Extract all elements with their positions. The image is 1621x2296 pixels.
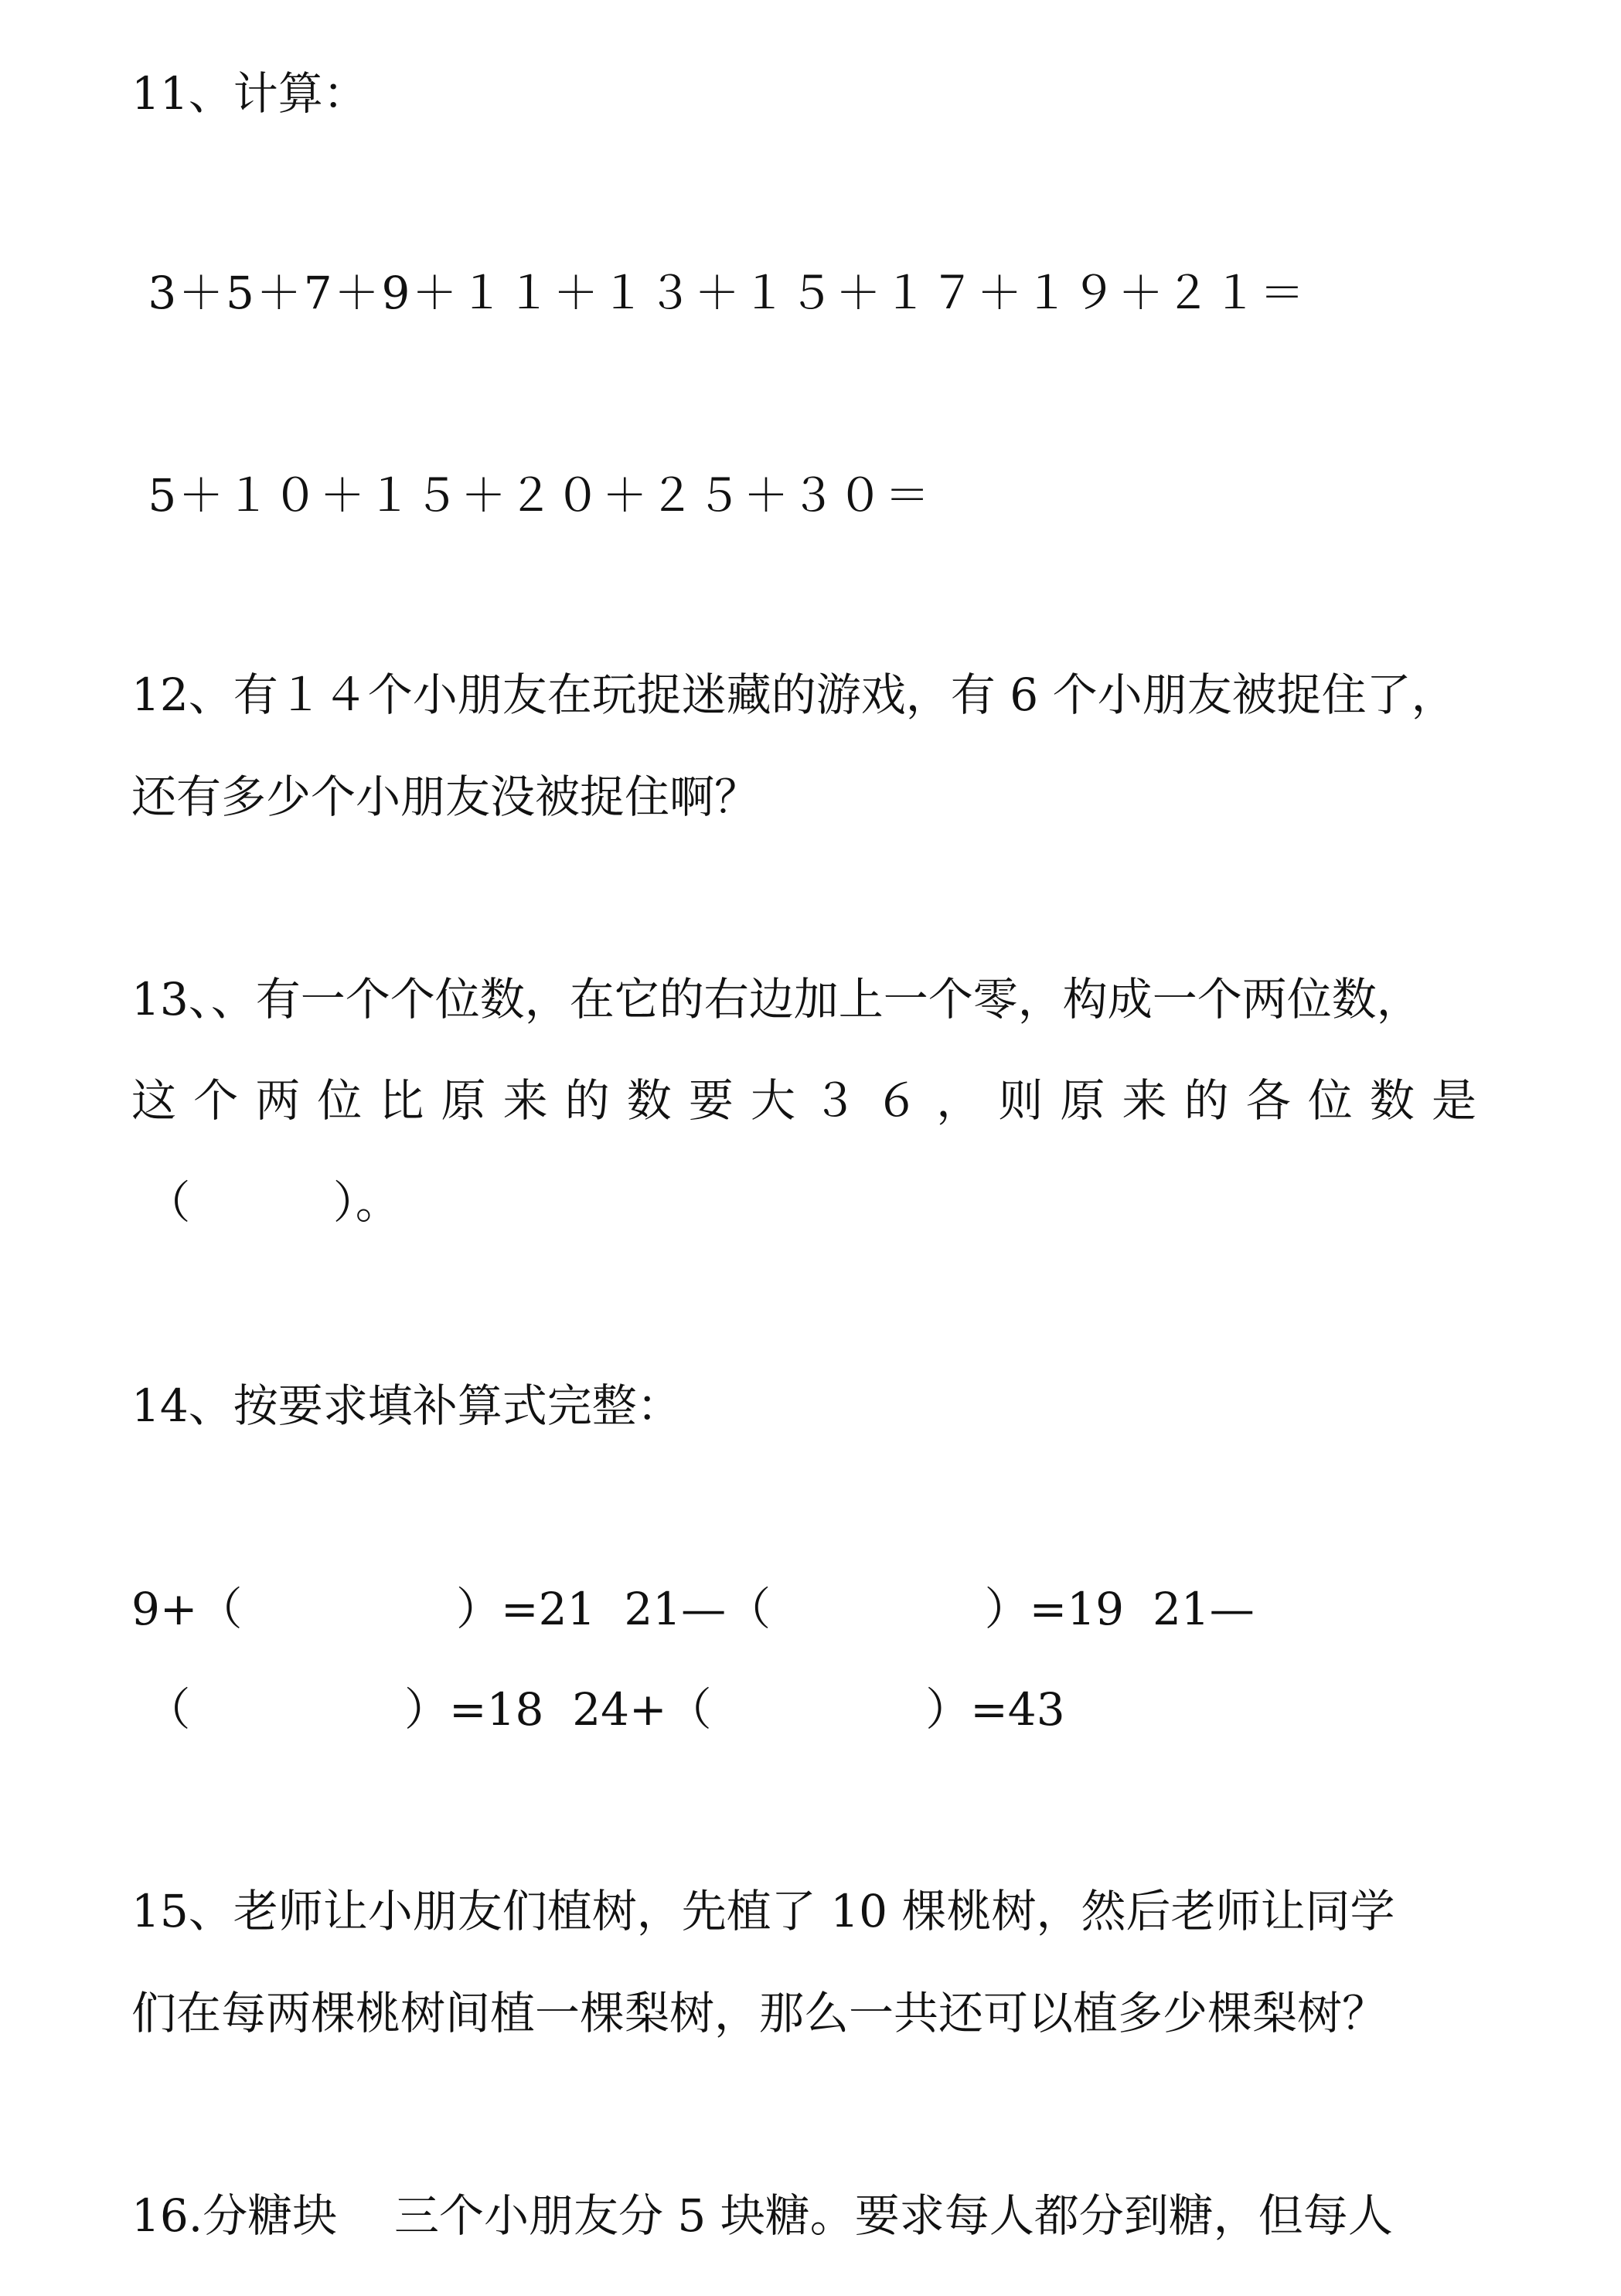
q12-line-2: 还有多少个小朋友没被捉住啊？ bbox=[131, 770, 760, 823]
q13-char: 数 bbox=[626, 1074, 672, 1127]
q13-char: ， bbox=[936, 1074, 982, 1127]
q13-char: 位 bbox=[1307, 1074, 1353, 1127]
q12-line-1: 12、有１４个小朋友在玩捉迷藏的游戏，有 6 个小朋友被捉住了， bbox=[131, 668, 1456, 721]
q13-char: ３ bbox=[812, 1074, 858, 1127]
q14-title: 14、按要求填补算式完整： bbox=[131, 1379, 682, 1432]
q13-char: 两 bbox=[255, 1074, 301, 1127]
q13-char: 原 bbox=[1060, 1074, 1105, 1127]
q13-char: ６ bbox=[874, 1074, 920, 1127]
q13-char: 来 bbox=[1122, 1074, 1167, 1127]
q16-line-1: 16.分糖块 三个小朋友分 5 块糖。要求每人都分到糖，但每人 bbox=[131, 2189, 1393, 2242]
q13-char: 的 bbox=[1183, 1074, 1229, 1127]
q13-char: 这 bbox=[131, 1074, 177, 1127]
q15-line-2: 们在每两棵桃树间植一棵梨树，那么一共还可以植多少棵梨树？ bbox=[131, 1987, 1388, 2039]
q13-char: 大 bbox=[750, 1074, 795, 1127]
q15-line-1: 15、老师让小朋友们植树，先植了 10 棵桃树，然后老师让同学 bbox=[131, 1885, 1395, 1937]
q13-char: 要 bbox=[688, 1074, 734, 1127]
q13-char: 数 bbox=[1369, 1074, 1415, 1127]
q13-char: 各 bbox=[1245, 1074, 1291, 1127]
q13-char: 原 bbox=[441, 1074, 486, 1127]
q11-expression-2: 5＋１０＋１５＋２０＋２５＋３０＝ bbox=[131, 469, 932, 522]
q13-char: 的 bbox=[564, 1074, 610, 1127]
q14-line-2: （ ）=18 24+（ ）=43 bbox=[131, 1683, 1065, 1736]
q13-char: 则 bbox=[998, 1074, 1044, 1127]
q13-char: 个 bbox=[193, 1074, 239, 1127]
q13-line-3: （ ）。 bbox=[131, 1176, 400, 1229]
q14-line-1: 9+（ ）=21 21—（ ）=19 21— bbox=[131, 1583, 1255, 1635]
q13-char: 来 bbox=[502, 1074, 548, 1127]
q13-char: 是 bbox=[1431, 1074, 1476, 1127]
q13-line-2 bbox=[131, 1074, 1476, 1127]
q13-line-1: 13、、有一个个位数，在它的右边加上一个零，构成一个两位数， bbox=[131, 973, 1422, 1026]
q13-char: 比 bbox=[379, 1074, 424, 1127]
q13-char: 位 bbox=[317, 1074, 363, 1127]
q11-title: 11、计算： bbox=[131, 67, 368, 120]
q11-expression-1: 3＋5＋7＋9＋１１＋１３＋１５＋１７＋１９＋２１＝ bbox=[131, 267, 1307, 319]
